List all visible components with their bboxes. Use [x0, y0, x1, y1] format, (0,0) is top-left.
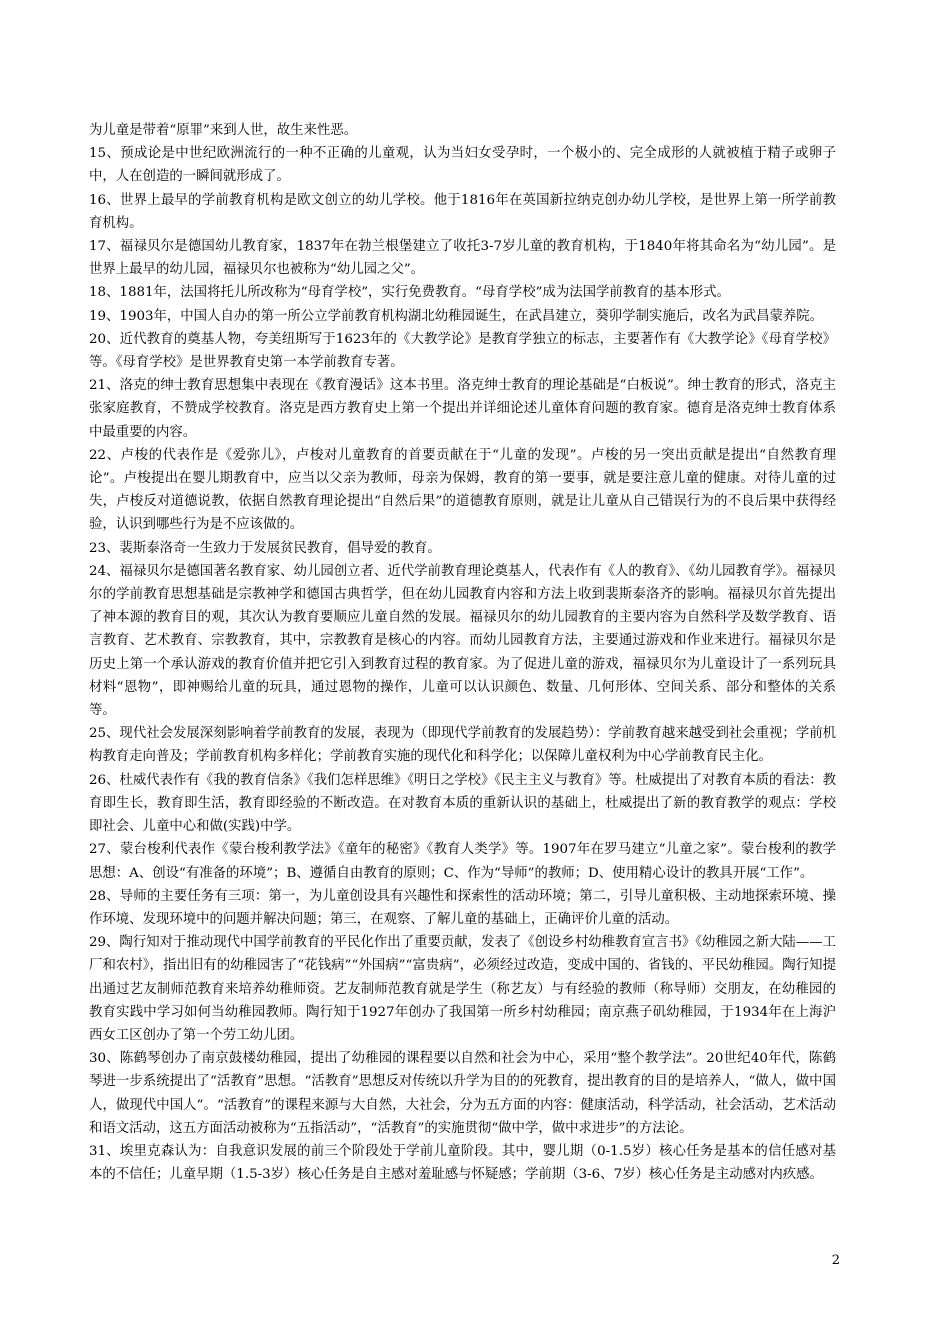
paragraph-28: 28、导师的主要任务有三项：第一，为儿童创设具有兴趣性和探索性的活动环境；第二，引导儿童积极、主动地探索环境、操作环境、发现环境中的问题并解决问题；第三，在观察、了解儿童的基础上，正确评价儿童的活动。 [89, 888, 836, 927]
paragraph-16: 16、世界上最早的学前教育机构是欧文创立的幼儿学校。他于1816年在英国新拉纳克创办幼儿学校，是世界上第一所学前教育机构。 [89, 192, 836, 231]
paragraph-23: 23、裴斯泰洛奇一生致力于发展贫民教育，倡导爱的教育。 [89, 540, 441, 556]
paragraph-30: 30、陈鹤琴创办了南京鼓楼幼稚园，提出了幼稚园的课程要以自然和社会为中心，采用“整个教学法”。20世纪40年代，陈鹤琴进一步系统提出了“活教育”思想。“活教育”思想反对传统以升学为目的的死教育，提出教育的目的是培养人，“做人，做中国人，做现代中国人”。“活教育”的课程来源与大自然，大社会，分为五方面的内容：健康活动，科学活动，社会活动，艺术活动和语文活动，这五方面活动被称为“五指活动”，“活教育”的实施贯彻“做中学，做中求进步”的方法论。 [89, 1051, 836, 1136]
page-number: 2 [831, 1253, 840, 1268]
paragraph-17: 17、福禄贝尔是德国幼儿教育家，1837年在勃兰根堡建立了收托3-7岁儿童的教育机构，于1840年将其命名为“幼儿园”。是世界上最早的幼儿园，福禄贝尔也被称为“幼儿园之父”。 [89, 239, 836, 278]
paragraph-26: 26、杜威代表作有《我的教育信条》《我们怎样思维》《明日之学校》《民主主义与教育》等。杜威提出了对教育本质的看法：教育即生长，教育即生活，教育即经验的不断改造。在对教育本质的重新认识的基础上，杜威提出了新的教育教学的观点：学校即社会、儿童中心和做(实践)中学。 [89, 772, 836, 835]
paragraph-21: 21、洛克的绅士教育思想集中表现在《教育漫话》这本书里。洛克绅士教育的理论基础是“白板说”。绅士教育的形式，洛克主张家庭教育，不赞成学校教育。洛克是西方教育史上第一个提出并详细论述儿童体育问题的教育家。德育是洛克绅士教育体系中最重要的内容。 [89, 378, 836, 440]
paragraph-22: 22、卢梭的代表作是《爱弥儿》，卢梭对儿童教育的首要贡献在于“儿童的发现”。卢梭的另一突出贡献是提出“自然教育理论”。卢梭提出在婴儿期教育中，应当以父亲为教师，母亲为保姆，教育的第一要事，就是要注意儿童的健康。对待儿童的过失，卢梭反对道德说教，依据自然教育理论提出“自然后果”的道德教育原则，就是让儿童从自己错误行为的不良后果中获得经验，认识到哪些行为是不应该做的。 [89, 447, 836, 533]
paragraph-24: 24、福禄贝尔是德国著名教育家、幼儿园创立者、近代学前教育理论奠基人，代表作有《人的教育》、《幼儿园教育学》。福禄贝尔的学前教育思想基础是宗教神学和德国古典哲学，但在幼儿园教育内容和方法上收到裴斯泰洛齐的影响。福禄贝尔首先提出了神本源的教育目的观，其次认为教育要顺应儿童自然的发展。福禄贝尔的幼儿园教育的主要内容为自然科学及数学教育、语言教育、艺术教育、宗教教育，其中，宗教教育是核心的内容。而幼儿园教育方法，主要通过游戏和作业来进行。福禄贝尔是历史上第一个承认游戏的教育价值并把它引入到教育过程的教育家。为了促进儿童的游戏，福禄贝尔为儿童设计了一系列玩具材料“恩物”，即神赐给儿童的玩具，通过恩物的操作，儿童可以认识颜色、数量、几何形体、空间关系、部分和整体的关系等。 [89, 563, 836, 719]
paragraph-19: 19、1903年，中国人自办的第一所公立学前教育机构湖北幼稚园诞生，在武昌建立，葵卯学制实施后，改名为武昌蒙养院。 [89, 308, 824, 324]
paragraph-20: 20、近代教育的奠基人物，夸美纽斯写于1623年的《大教学论》是教育学独立的标志，主要著作有《大教学论》《母育学校》等。《母育学校》是世界教育史第一本学前教育专著。 [89, 331, 836, 371]
paragraph-29: 29、陶行知对于推动现代中国学前教育的平民化作出了重要贡献，发表了《创设乡村幼稚教育宣言书》《幼稚园之新大陆——工厂和农村》，指出旧有的幼稚园害了“花钱病”“外国病”“富贵病”，必须经过改造，变成中国的、省钱的、平民幼稚园。陶行知提出通过艺友制师范教育来培养幼稚师资。艺友制师范教育就是学生（称艺友）与有经验的教师（称导师）交朋友，在幼稚园的教育实践中学习如何当幼稚园教师。陶行知于1927年创办了我国第一所乡村幼稚园；南京燕子矶幼稚园，于1934年在上海沪西女工区创办了第一个劳工幼儿团。 [89, 935, 836, 1043]
paragraph-15: 15、预成论是中世纪欧洲流行的一种不正确的儿童观，认为当妇女受孕时，一个极小的、完全成形的人就被植于精子或卵子中，人在创造的一瞬间就形成了。 [89, 146, 836, 185]
paragraph-27: 27、蒙台梭利代表作《蒙台梭利教学法》《童年的秘密》《教育人类学》等。1907年在罗马建立“儿童之家”。蒙台梭利的教学思想：A、创设“有准备的环境”；B、遵循自由教育的原则；C、作为“导师”的教师；D、使用精心设计的教具开展“工作”。 [89, 842, 836, 881]
paragraph-continuation: 为儿童是带着“原罪”来到人世，故生来性恶。 [89, 123, 358, 138]
paragraph-25: 25、现代社会发展深刻影响着学前教育的发展，表现为（即现代学前教育的发展趋势）：学前教育越来越受到社会重视；学前机构教育走向普及；学前教育机构多样化；学前教育实施的现代化和科学化；以保障儿童权利为中心学前教育民主化。 [89, 726, 836, 765]
document-body [89, 119, 836, 1186]
paragraph-18: 18、1881年，法国将托儿所改称为“母育学校”，实行免费教育。“母育学校”成为法国学前教育的基本形式。 [89, 285, 730, 301]
paragraph-31: 31、埃里克森认为：自我意识发展的前三个阶段处于学前儿童阶段。其中，婴儿期（0-1.5岁）核心任务是基本的信任感对基本的不信任；儿童早期（1.5-3岁）核心任务是自主感对羞耻感与怀疑感；学前期（3-6、7岁）核心任务是主动感对内疚感。 [89, 1143, 836, 1183]
